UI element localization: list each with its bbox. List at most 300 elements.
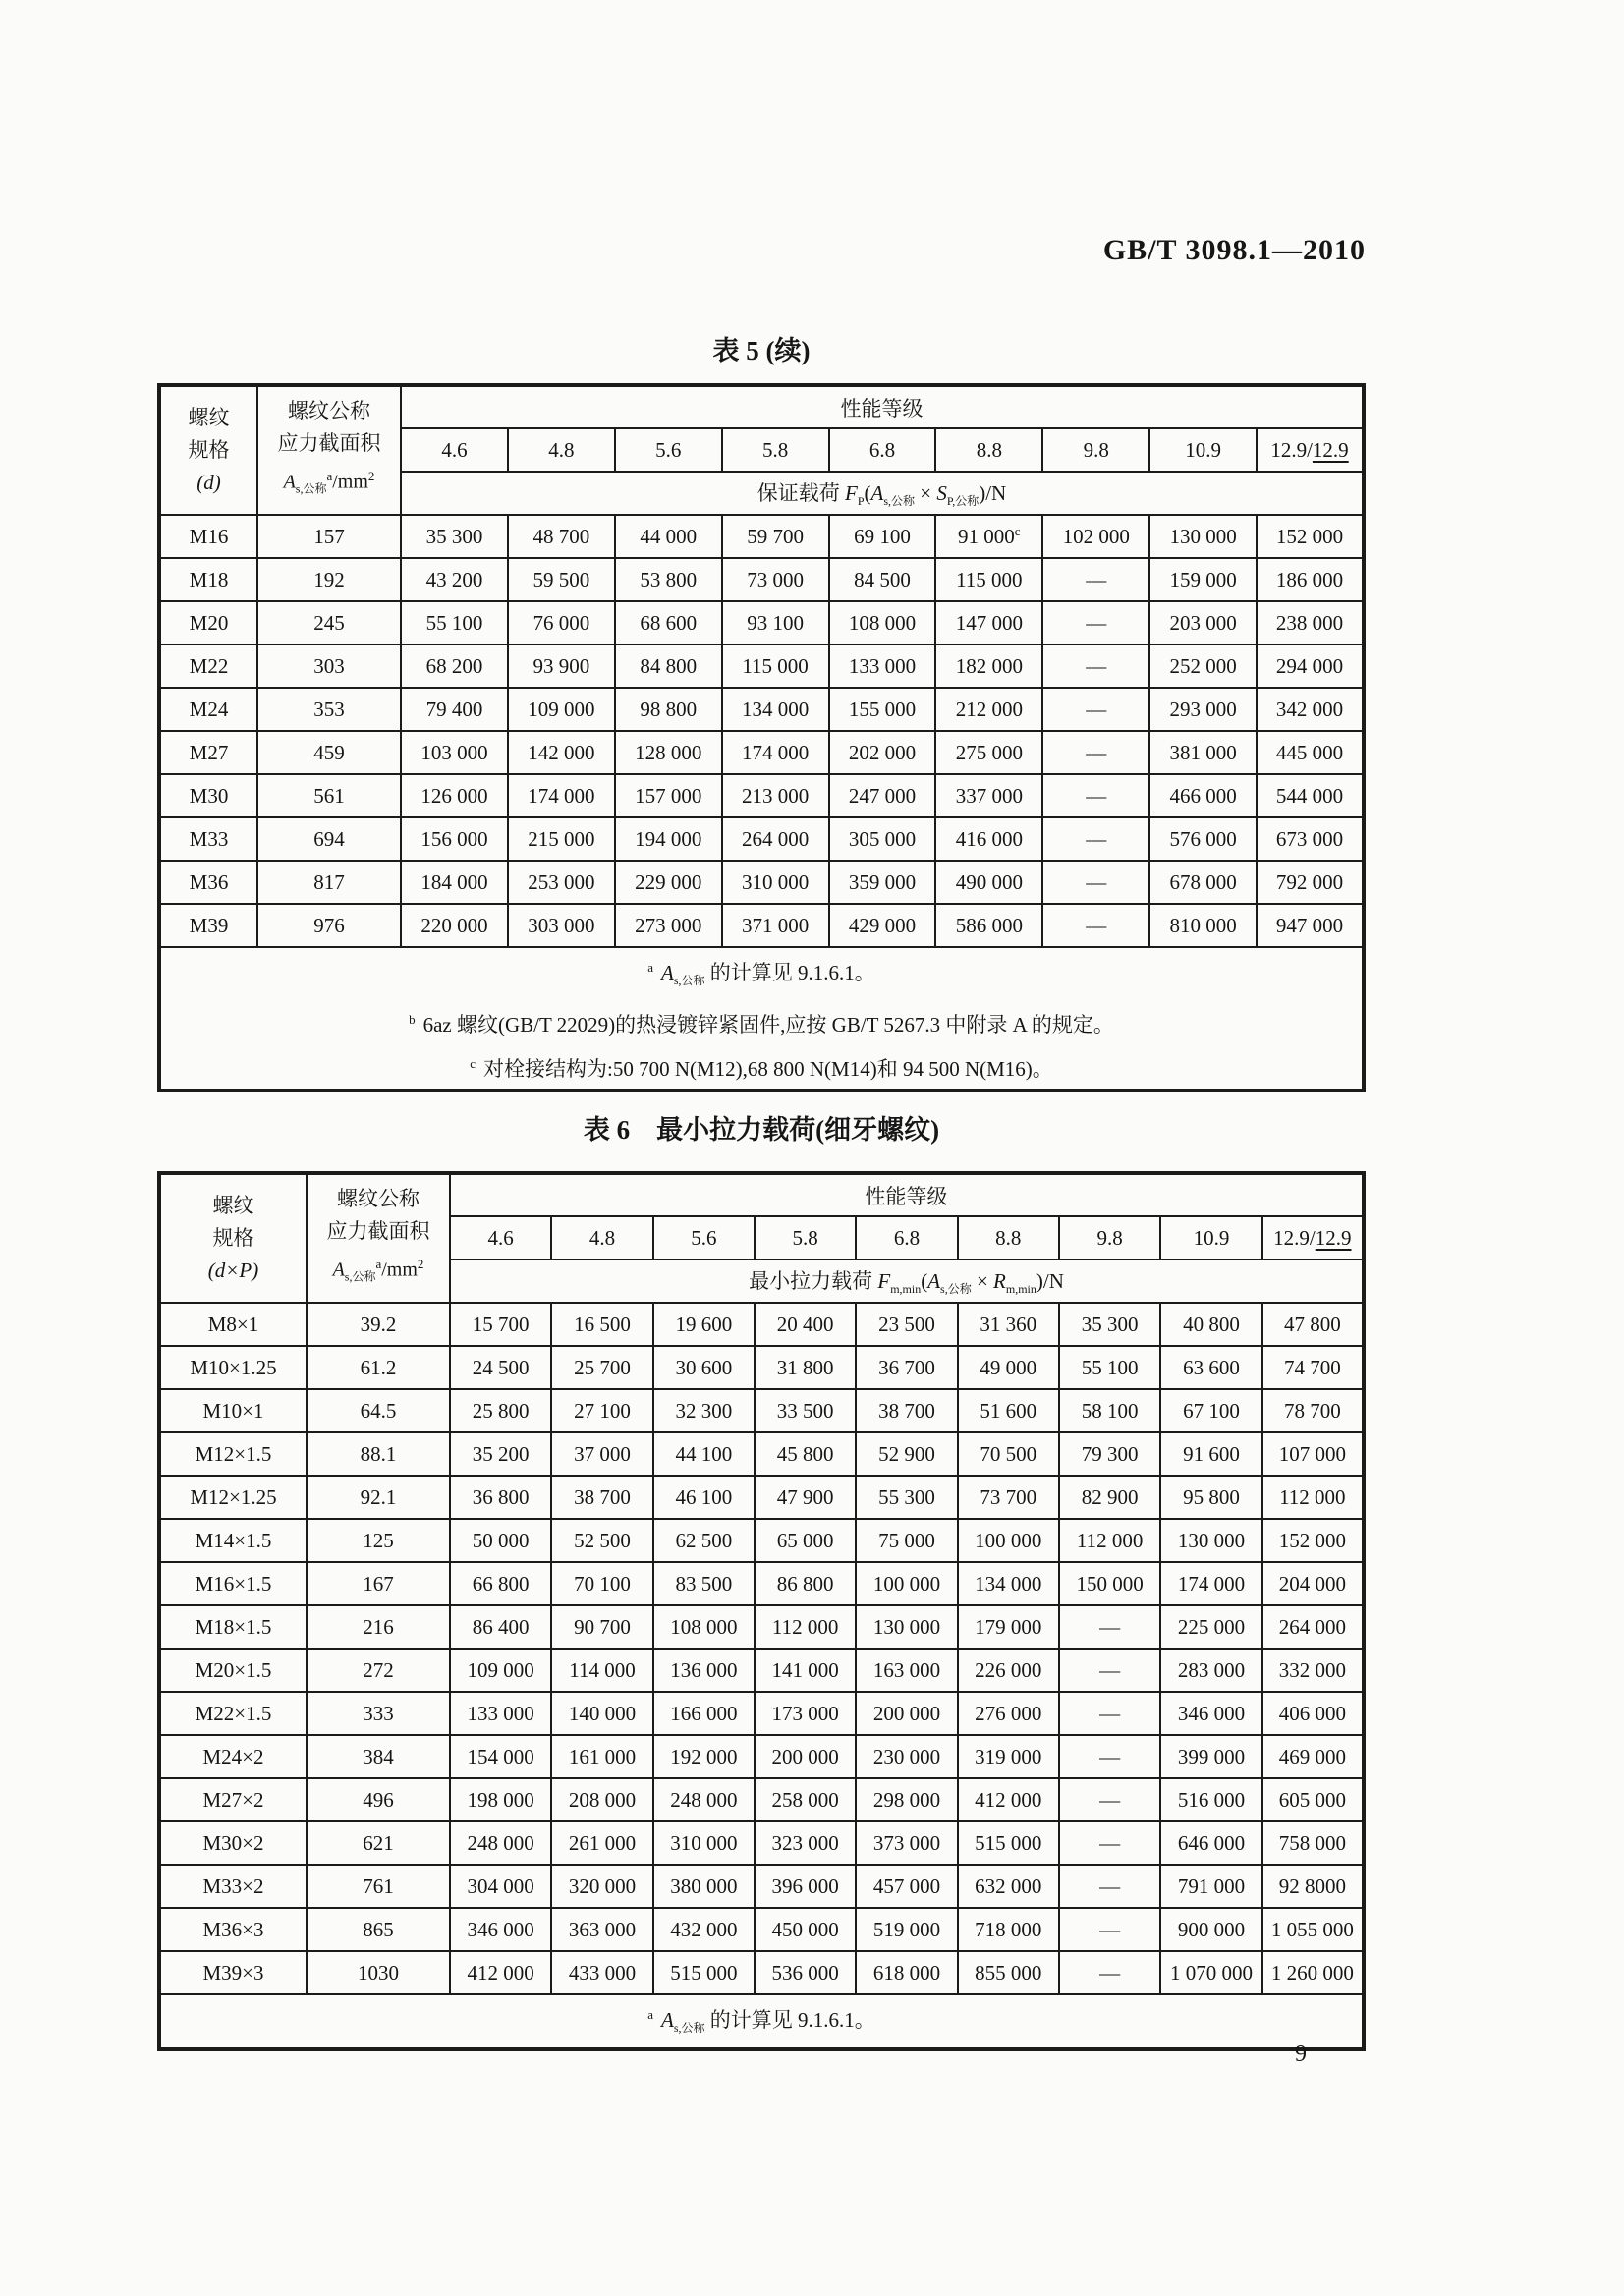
load-value-cell: 646 000	[1160, 1821, 1261, 1865]
load-value-cell: 515 000	[653, 1951, 755, 1994]
unit-text: /mm	[332, 471, 368, 493]
load-value-cell: 91 600	[1160, 1432, 1261, 1476]
thread-spec-cell: M12×1.25	[159, 1476, 307, 1519]
load-value-cell: 342 000	[1257, 688, 1364, 731]
thread-spec-label-line1: 螺纹	[212, 1194, 254, 1217]
load-value-cell: 35 300	[401, 515, 508, 558]
load-value-cell: 186 000	[1257, 558, 1364, 601]
footnote-marker-a: a	[647, 960, 654, 975]
thread-spec-cell: M10×1.25	[159, 1346, 307, 1389]
load-value-cell: 179 000	[958, 1605, 1059, 1649]
load-value-cell: 134 000	[958, 1562, 1059, 1605]
load-value-cell: —	[1042, 558, 1149, 601]
footnote-a-text: 的计算见 9.1.6.1。	[704, 2008, 875, 2032]
symbol-A: A	[927, 1268, 941, 1293]
load-value-cell: 68 600	[615, 601, 722, 644]
symbol-A-sub: s,公称	[673, 2021, 705, 2036]
table5-body	[159, 515, 1364, 947]
grade-header-cell: 8.8	[935, 428, 1042, 472]
load-value-cell: 47 800	[1262, 1303, 1364, 1346]
performance-grade-header: 性能等级	[401, 385, 1364, 428]
load-value-cell: 586 000	[935, 904, 1042, 947]
load-value-cell: 19 600	[653, 1303, 755, 1346]
stress-area-cell: 865	[307, 1908, 450, 1951]
load-value-cell: 304 000	[450, 1865, 551, 1908]
load-value-cell: 337 000	[935, 774, 1042, 817]
load-value-cell: 112 000	[1262, 1476, 1364, 1519]
load-value-cell: —	[1042, 904, 1149, 947]
load-value-cell: 166 000	[653, 1692, 755, 1735]
load-value-cell: —	[1059, 1605, 1160, 1649]
load-value-cell: 678 000	[1149, 861, 1257, 904]
load-value-cell: 79 400	[401, 688, 508, 731]
load-value-cell: 152 000	[1257, 515, 1364, 558]
load-value-cell: 59 500	[508, 558, 615, 601]
load-value-cell: 310 000	[653, 1821, 755, 1865]
min-tensile-load-formula	[450, 1260, 1364, 1303]
footnote-a-text: 的计算见 9.1.6.1。	[704, 961, 875, 984]
load-value-cell: 40 800	[1160, 1303, 1261, 1346]
table-row	[159, 1432, 1364, 1476]
load-value-cell: 159 000	[1149, 558, 1257, 601]
load-value-cell: 416 000	[935, 817, 1042, 861]
thread-spec-cell: M8×1	[159, 1303, 307, 1346]
load-value-cell: 396 000	[755, 1865, 856, 1908]
paren-close: )/N	[1036, 1268, 1064, 1293]
grade-header-cell: 8.8	[958, 1216, 1059, 1260]
table6-header-row-1	[159, 1173, 1364, 1216]
formula-label: 保证载荷	[756, 480, 846, 505]
load-value-cell: 273 000	[615, 904, 722, 947]
load-value-cell: 84 500	[829, 558, 936, 601]
stress-area-cell: 817	[257, 861, 401, 904]
load-value-cell: 27 100	[551, 1389, 652, 1432]
stress-area-cell: 192	[257, 558, 401, 601]
stress-area-cell: 245	[257, 601, 401, 644]
table5-proof-load	[157, 383, 1366, 1092]
symbol-A-sub: s,公称	[940, 1282, 972, 1297]
load-value-cell: 55 300	[856, 1476, 957, 1519]
table-row	[159, 1303, 1364, 1346]
table5-footnote-row	[159, 947, 1364, 1091]
load-value-cell: —	[1059, 1735, 1160, 1778]
thread-spec-cell: M18×1.5	[159, 1605, 307, 1649]
symbol-S: S	[936, 480, 947, 505]
thread-spec-cell: M24×2	[159, 1735, 307, 1778]
stress-area-cell: 976	[257, 904, 401, 947]
load-value-cell: —	[1042, 688, 1149, 731]
table-row	[159, 644, 1364, 688]
load-value-cell: 371 000	[722, 904, 829, 947]
load-value-cell: 51 600	[958, 1389, 1059, 1432]
load-value-cell: 95 800	[1160, 1476, 1261, 1519]
load-value-cell: 293 000	[1149, 688, 1257, 731]
load-value-cell: 108 000	[829, 601, 936, 644]
load-value-cell: 212 000	[935, 688, 1042, 731]
symbol-F-sub: m,min	[890, 1282, 922, 1297]
load-value-cell: 855 000	[958, 1951, 1059, 1994]
table6-footnote-row	[159, 1994, 1364, 2049]
load-value-cell: 432 000	[653, 1908, 755, 1951]
table-row	[159, 817, 1364, 861]
stress-area-formula	[309, 1248, 447, 1294]
load-value-cell: 53 800	[615, 558, 722, 601]
load-value-cell: 305 000	[829, 817, 936, 861]
load-value-cell: 142 000	[508, 731, 615, 774]
load-value-cell: 37 000	[551, 1432, 652, 1476]
thread-spec-label-line1: 螺纹	[188, 406, 230, 429]
load-value-cell: 373 000	[856, 1821, 957, 1865]
load-value-cell: 490 000	[935, 861, 1042, 904]
load-value-cell: 140 000	[551, 1692, 652, 1735]
col-header-stress-area	[257, 385, 401, 515]
load-value-cell: 399 000	[1160, 1735, 1261, 1778]
load-value-cell: 62 500	[653, 1519, 755, 1562]
stress-area-cell: 272	[307, 1649, 450, 1692]
load-value-cell: 208 000	[551, 1778, 652, 1821]
load-value-cell: 618 000	[856, 1951, 957, 1994]
load-value-cell: 47 900	[755, 1476, 856, 1519]
thread-spec-cell: M12×1.5	[159, 1432, 307, 1476]
stress-area-cell: 61.2	[307, 1346, 450, 1389]
symbol-A-sub: s,公称	[344, 1269, 376, 1284]
load-value-cell: 157 000	[615, 774, 722, 817]
paren-close: )/N	[979, 480, 1007, 505]
load-value-cell: 947 000	[1257, 904, 1364, 947]
table-row	[159, 1476, 1364, 1519]
load-value-cell: 258 000	[755, 1778, 856, 1821]
load-value-cell: 429 000	[829, 904, 936, 947]
load-value-cell: 115 000	[722, 644, 829, 688]
load-value-cell: 192 000	[653, 1735, 755, 1778]
load-value-cell: 52 900	[856, 1432, 957, 1476]
table-row	[159, 904, 1364, 947]
load-value-cell: 406 000	[1262, 1692, 1364, 1735]
thread-spec-symbol: (d×P)	[207, 1259, 259, 1282]
load-value-cell: 275 000	[935, 731, 1042, 774]
table5-footnotes	[159, 947, 1364, 1091]
load-value-cell: 69 100	[829, 515, 936, 558]
load-value-cell: 810 000	[1149, 904, 1257, 947]
load-value-cell: 107 000	[1262, 1432, 1364, 1476]
load-value-cell: 102 000	[1042, 515, 1149, 558]
load-value-cell: 108 000	[653, 1605, 755, 1649]
stress-area-cell: 561	[257, 774, 401, 817]
load-value-cell: 252 000	[1149, 644, 1257, 688]
thread-spec-cell: M30×2	[159, 1821, 307, 1865]
load-value-cell: 791 000	[1160, 1865, 1261, 1908]
load-value-cell: 73 700	[958, 1476, 1059, 1519]
symbol-A-sub: s,公称	[673, 974, 705, 988]
load-value-cell: 147 000	[935, 601, 1042, 644]
load-value-cell: 128 000	[615, 731, 722, 774]
table-row	[159, 515, 1364, 558]
load-value-cell: 310 000	[722, 861, 829, 904]
symbol-F-sub: P	[857, 494, 865, 509]
load-value-cell: —	[1059, 1908, 1160, 1951]
load-value-cell: 450 000	[755, 1908, 856, 1951]
load-value-cell: 36 700	[856, 1346, 957, 1389]
thread-spec-cell: M22×1.5	[159, 1692, 307, 1735]
load-value-cell: 76 000	[508, 601, 615, 644]
paren-open: (	[921, 1268, 928, 1293]
load-value-cell: 49 000	[958, 1346, 1059, 1389]
load-value-cell: 115 000	[935, 558, 1042, 601]
stress-area-cell: 216	[307, 1605, 450, 1649]
thread-spec-cell: M24	[159, 688, 257, 731]
load-value-cell: 25 800	[450, 1389, 551, 1432]
table-row	[159, 1908, 1364, 1951]
table-row	[159, 688, 1364, 731]
load-value-cell: 359 000	[829, 861, 936, 904]
load-value-cell: —	[1042, 731, 1149, 774]
load-value-cell: 16 500	[551, 1303, 652, 1346]
table-row	[159, 1346, 1364, 1389]
times-sign: ×	[915, 480, 937, 505]
col-header-thread-spec	[159, 385, 257, 515]
load-value-cell: 220 000	[401, 904, 508, 947]
load-value-cell: 84 800	[615, 644, 722, 688]
load-value-cell: 114 000	[551, 1649, 652, 1692]
thread-spec-cell: M36	[159, 861, 257, 904]
load-value-cell: 1 070 000	[1160, 1951, 1261, 1994]
grade-header-cell: 5.6	[615, 428, 722, 472]
load-value-cell: 55 100	[401, 601, 508, 644]
load-value-cell: 457 000	[856, 1865, 957, 1908]
load-value-cell: —	[1042, 644, 1149, 688]
table-row	[159, 861, 1364, 904]
footnote-b	[163, 1000, 1360, 1044]
load-value-cell: 163 000	[856, 1649, 957, 1692]
load-value-cell: 83 500	[653, 1562, 755, 1605]
symbol-R-sub: m,min	[1005, 1282, 1036, 1297]
table-row	[159, 1778, 1364, 1821]
symbol-A: A	[870, 480, 884, 505]
load-value-cell: 215 000	[508, 817, 615, 861]
grade-header-cell: 4.6	[450, 1216, 551, 1260]
load-value-cell: 38 700	[551, 1476, 652, 1519]
grade-header-cell: 5.8	[722, 428, 829, 472]
grade-header-cell: 12.9/12.9	[1262, 1216, 1364, 1260]
load-value-cell: 515 000	[958, 1821, 1059, 1865]
load-value-cell: 276 000	[958, 1692, 1059, 1735]
load-value-cell: 154 000	[450, 1735, 551, 1778]
load-value-cell: 31 800	[755, 1346, 856, 1389]
load-value-cell: —	[1059, 1865, 1160, 1908]
unit-text: /mm	[381, 1259, 418, 1281]
table-row	[159, 1821, 1364, 1865]
load-value-cell: 15 700	[450, 1303, 551, 1346]
load-value-cell: 45 800	[755, 1432, 856, 1476]
load-value-cell: 100 000	[856, 1562, 957, 1605]
load-value-cell: 130 000	[1149, 515, 1257, 558]
symbol-F: F	[877, 1268, 891, 1293]
load-value-cell: 70 100	[551, 1562, 652, 1605]
load-value-cell: 605 000	[1262, 1778, 1364, 1821]
load-value-cell: 516 000	[1160, 1778, 1261, 1821]
col-header-thread-spec	[159, 1173, 307, 1303]
table5-header-row-1	[159, 385, 1364, 428]
load-value-cell: 758 000	[1262, 1821, 1364, 1865]
thread-spec-cell: M36×3	[159, 1908, 307, 1951]
unit-exponent: 2	[417, 1257, 424, 1272]
grade-header-cell: 10.9	[1160, 1216, 1261, 1260]
load-value-cell: 194 000	[615, 817, 722, 861]
load-value-cell: 298 000	[856, 1778, 957, 1821]
grade-header-cell: 12.9/12.9	[1257, 428, 1364, 472]
thread-spec-cell: M30	[159, 774, 257, 817]
load-value-cell: 52 500	[551, 1519, 652, 1562]
table-row	[159, 1735, 1364, 1778]
load-value-cell: 68 200	[401, 644, 508, 688]
load-value-cell: 1 260 000	[1262, 1951, 1364, 1994]
stress-area-cell: 125	[307, 1519, 450, 1562]
load-value-cell: 48 700	[508, 515, 615, 558]
footnote-marker-b: b	[409, 1012, 416, 1028]
load-value-cell: —	[1042, 601, 1149, 644]
load-value-cell: 632 000	[958, 1865, 1059, 1908]
load-value-cell: 67 100	[1160, 1389, 1261, 1432]
table6-body	[159, 1303, 1364, 1994]
load-value-cell: 86 400	[450, 1605, 551, 1649]
load-value-cell: 174 000	[1160, 1562, 1261, 1605]
footnote-ref-a: a	[375, 1257, 382, 1272]
load-value-cell: 198 000	[450, 1778, 551, 1821]
table-row	[159, 1865, 1364, 1908]
load-value-cell: 248 000	[653, 1778, 755, 1821]
stress-area-label-line1: 螺纹公称	[288, 399, 370, 423]
footnote-c-text: 对栓接结构为:50 700 N(M12),68 800 N(M14)和 94 500 N(M16)。	[482, 1057, 1053, 1082]
grade-header-cell: 4.8	[551, 1216, 652, 1260]
stress-area-cell: 157	[257, 515, 401, 558]
load-value-cell: 174 000	[722, 731, 829, 774]
table-row	[159, 1605, 1364, 1649]
load-value-cell: 79 300	[1059, 1432, 1160, 1476]
load-value-cell: 98 800	[615, 688, 722, 731]
load-value-cell: 238 000	[1257, 601, 1364, 644]
symbol-A: A	[661, 2008, 674, 2032]
table-row	[159, 1692, 1364, 1735]
footnote-b-text: 6az 螺纹(GB/T 22029)的热浸镀锌紧固件,应按 GB/T 5267.3 中附录 A 的规定。	[422, 1013, 1114, 1037]
standard-number-header: GB/T 3098.1—2010	[1102, 234, 1366, 266]
load-value-cell: 24 500	[450, 1346, 551, 1389]
stress-area-cell: 353	[257, 688, 401, 731]
stress-area-cell: 384	[307, 1735, 450, 1778]
load-value-cell: 213 000	[722, 774, 829, 817]
load-value-cell: 202 000	[829, 731, 936, 774]
load-value-cell: —	[1059, 1778, 1160, 1821]
load-value-cell: 412 000	[958, 1778, 1059, 1821]
load-value-cell: 70 500	[958, 1432, 1059, 1476]
footnote-ref-a: a	[326, 469, 333, 484]
symbol-R: R	[993, 1268, 1006, 1293]
load-value-cell: 320 000	[551, 1865, 652, 1908]
load-value-cell: 31 360	[958, 1303, 1059, 1346]
symbol-A-sub: s,公称	[295, 481, 327, 496]
load-value-cell: 58 100	[1059, 1389, 1160, 1432]
load-value-cell: 1 055 000	[1262, 1908, 1364, 1951]
load-value-cell: 718 000	[958, 1908, 1059, 1951]
load-value-cell: 173 000	[755, 1692, 856, 1735]
load-value-cell: 91 000$^c$	[935, 515, 1042, 558]
footnote-marker-c: c	[470, 1056, 476, 1072]
stress-area-label-line2: 应力截面积	[277, 431, 381, 456]
load-value-cell: 35 200	[450, 1432, 551, 1476]
load-value-cell: 283 000	[1160, 1649, 1261, 1692]
load-value-cell: 66 800	[450, 1562, 551, 1605]
load-value-cell: 103 000	[401, 731, 508, 774]
load-value-cell: 225 000	[1160, 1605, 1261, 1649]
table-row	[159, 601, 1364, 644]
grade-header-cell: 6.8	[829, 428, 936, 472]
load-value-cell: 792 000	[1257, 861, 1364, 904]
load-value-cell: 346 000	[450, 1908, 551, 1951]
load-value-cell: 155 000	[829, 688, 936, 731]
thread-spec-cell: M10×1	[159, 1389, 307, 1432]
load-value-cell: 20 400	[755, 1303, 856, 1346]
stress-area-cell: 64.5	[307, 1389, 450, 1432]
load-value-cell: 445 000	[1257, 731, 1364, 774]
table-row	[159, 558, 1364, 601]
load-value-cell: 36 800	[450, 1476, 551, 1519]
load-value-cell: 203 000	[1149, 601, 1257, 644]
grade-header-cell: 9.8	[1059, 1216, 1160, 1260]
load-value-cell: 294 000	[1257, 644, 1364, 688]
stress-area-cell: 459	[257, 731, 401, 774]
stress-area-cell: 92.1	[307, 1476, 450, 1519]
load-value-cell: 65 000	[755, 1519, 856, 1562]
load-value-cell: 469 000	[1262, 1735, 1364, 1778]
table-row	[159, 1389, 1364, 1432]
grade-header-cell: 5.6	[653, 1216, 755, 1260]
thread-spec-cell: M16	[159, 515, 257, 558]
load-value-cell: 184 000	[401, 861, 508, 904]
stress-area-cell: 621	[307, 1821, 450, 1865]
load-value-cell: 82 900	[1059, 1476, 1160, 1519]
table-row	[159, 1951, 1364, 1994]
load-value-cell: 90 700	[551, 1605, 652, 1649]
load-value-cell: 109 000	[508, 688, 615, 731]
load-value-cell: 38 700	[856, 1389, 957, 1432]
load-value-cell: 332 000	[1262, 1649, 1364, 1692]
load-value-cell: 412 000	[450, 1951, 551, 1994]
symbol-A: A	[661, 961, 674, 984]
load-value-cell: 74 700	[1262, 1346, 1364, 1389]
load-value-cell: 112 000	[1059, 1519, 1160, 1562]
stress-area-cell: 761	[307, 1865, 450, 1908]
stress-area-cell: 1030	[307, 1951, 450, 1994]
stress-area-cell: 303	[257, 644, 401, 688]
load-value-cell: 264 000	[722, 817, 829, 861]
table-row	[159, 1519, 1364, 1562]
load-value-cell: 433 000	[551, 1951, 652, 1994]
load-value-cell: 126 000	[401, 774, 508, 817]
performance-grade-header: 性能等级	[450, 1173, 1364, 1216]
symbol-A: A	[332, 1259, 345, 1281]
thread-spec-cell: M33	[159, 817, 257, 861]
load-value-cell: 25 700	[551, 1346, 652, 1389]
load-value-cell: —	[1059, 1649, 1160, 1692]
grade-header-cell: 5.8	[755, 1216, 856, 1260]
load-value-cell: 23 500	[856, 1303, 957, 1346]
load-value-cell: 346 000	[1160, 1692, 1261, 1735]
load-value-cell: 363 000	[551, 1908, 652, 1951]
load-value-cell: 136 000	[653, 1649, 755, 1692]
stress-area-cell: 39.2	[307, 1303, 450, 1346]
load-value-cell: 248 000	[450, 1821, 551, 1865]
stress-area-label-line1: 螺纹公称	[337, 1187, 420, 1211]
load-value-cell: 544 000	[1257, 774, 1364, 817]
